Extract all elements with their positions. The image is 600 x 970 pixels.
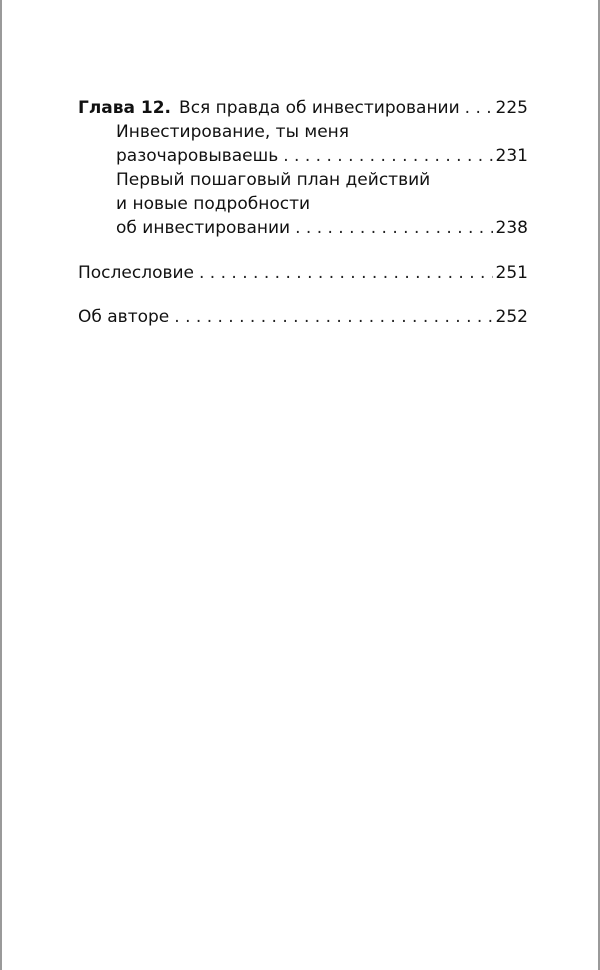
section-title-text: разочаровываешь [116,146,279,166]
dot-leader [174,305,492,329]
section-title-last-line [78,144,528,168]
dot-leader [283,144,492,168]
table-of-contents [78,96,528,329]
dot-leader [199,261,493,285]
section-title-line: Первый пошаговый план действий [116,170,431,190]
toc-entry-chapter-12[interactable] [78,96,528,120]
about-author-title: Об авторе [78,307,170,327]
dot-leader [465,96,493,120]
chapter-number: Глава 12. [78,98,172,118]
page-number: 225 [495,98,528,118]
spacer [78,240,528,261]
section-title-line: и новые подробности [116,194,311,214]
chapter-title: Вся правда об инвестировании [179,98,460,118]
page-number: 251 [495,263,528,283]
page-number: 238 [495,218,528,238]
toc-entry-afterword[interactable] [78,261,528,285]
page-number: 252 [495,307,528,327]
toc-entry-about-author[interactable] [78,305,528,329]
page-edge-left [0,0,2,970]
section-title-last-line [78,216,528,240]
toc-entry-section-first-plan[interactable] [78,168,528,240]
toc-entry-section-disappointing[interactable] [78,120,528,168]
spacer [78,285,528,305]
afterword-title: Послесловие [78,263,194,283]
dot-leader [295,216,492,240]
section-title-line: Инвестирование, ты меня [116,122,350,142]
page-number: 231 [495,146,528,166]
section-title-text: об инвестировании [116,218,291,238]
